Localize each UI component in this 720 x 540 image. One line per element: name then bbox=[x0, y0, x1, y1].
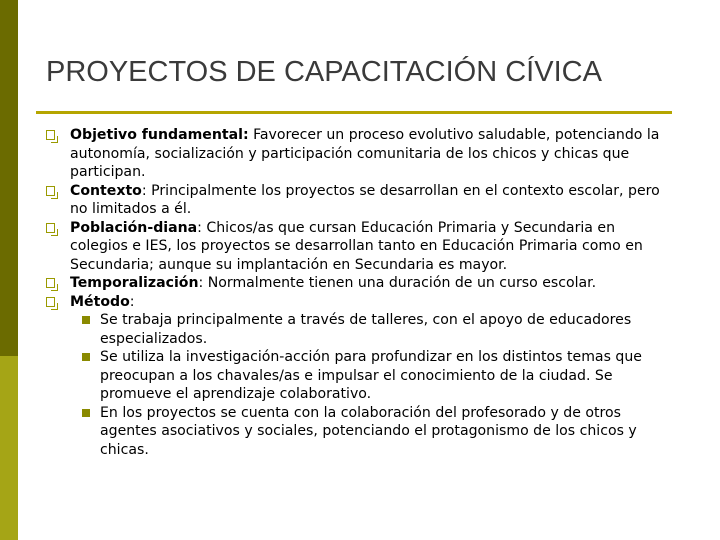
list-item-temporalizacion bbox=[46, 274, 676, 293]
sub-item-talleres bbox=[70, 311, 676, 348]
sub-item-investigacion bbox=[70, 348, 676, 404]
list-item-contexto bbox=[46, 182, 676, 219]
list-item-metodo bbox=[46, 293, 676, 460]
square-bullet-icon bbox=[46, 278, 55, 288]
sub-item-colaboracion bbox=[70, 404, 676, 460]
slide-content bbox=[46, 126, 676, 459]
item-text: : Principalmente los proyectos se desarrollan en el contexto escolar, pero no limitados a él. bbox=[70, 182, 660, 217]
item-label: Método bbox=[70, 293, 130, 310]
item-text: : bbox=[129, 293, 135, 310]
slide-title: PROYECTOS DE CAPACITACIÓN CÍVICA bbox=[46, 56, 602, 88]
item-label: Contexto bbox=[70, 182, 142, 199]
square-bullet-icon bbox=[46, 297, 55, 307]
side-bar-dark bbox=[0, 0, 18, 356]
list-item-objetivo bbox=[46, 126, 676, 182]
filled-square-bullet-icon bbox=[82, 409, 90, 417]
side-bar-light bbox=[0, 356, 18, 540]
title-divider bbox=[36, 111, 672, 114]
sub-item-text: Se utiliza la investigación-acción para profundizar en los distintos temas que preocupan a los chavales/as e impulsar el conocimiento de la ciudad. Se promueve el aprendizaje colaborativo. bbox=[100, 349, 642, 402]
square-bullet-icon bbox=[46, 130, 55, 140]
item-label: Población-diana bbox=[70, 219, 198, 236]
list-item-poblacion bbox=[46, 219, 676, 275]
item-label: Temporalización bbox=[70, 275, 199, 291]
item-text: Favorecer un proceso evolutivo saludable, potenciando la autonomía, socialización y participación comunitaria de los chicos y chicas que participan. bbox=[70, 127, 660, 180]
sub-item-text: Se trabaja principalmente a través de talleres, con el apoyo de educadores especializados. bbox=[100, 312, 632, 347]
item-text: : Normalmente tienen una duración de un curso escolar. bbox=[198, 275, 597, 291]
sub-item-text: En los proyectos se cuenta con la colaboración del profesorado y de otros agentes asociativos y sociales, potenciando el protagonismo de los chicos y chicas. bbox=[100, 404, 637, 458]
filled-square-bullet-icon bbox=[82, 353, 90, 361]
item-label: Objetivo fundamental: bbox=[70, 127, 249, 143]
filled-square-bullet-icon bbox=[82, 316, 90, 324]
item-text: : Chicos/as que cursan Educación Primaria y Secundaria en colegios e IES, los proyectos se desarrollan tanto en Educación Primaria como en Secundaria; aunque su implantación en Secundaria es mayor. bbox=[70, 219, 643, 273]
square-bullet-icon bbox=[46, 223, 55, 233]
square-bullet-icon bbox=[46, 186, 55, 196]
